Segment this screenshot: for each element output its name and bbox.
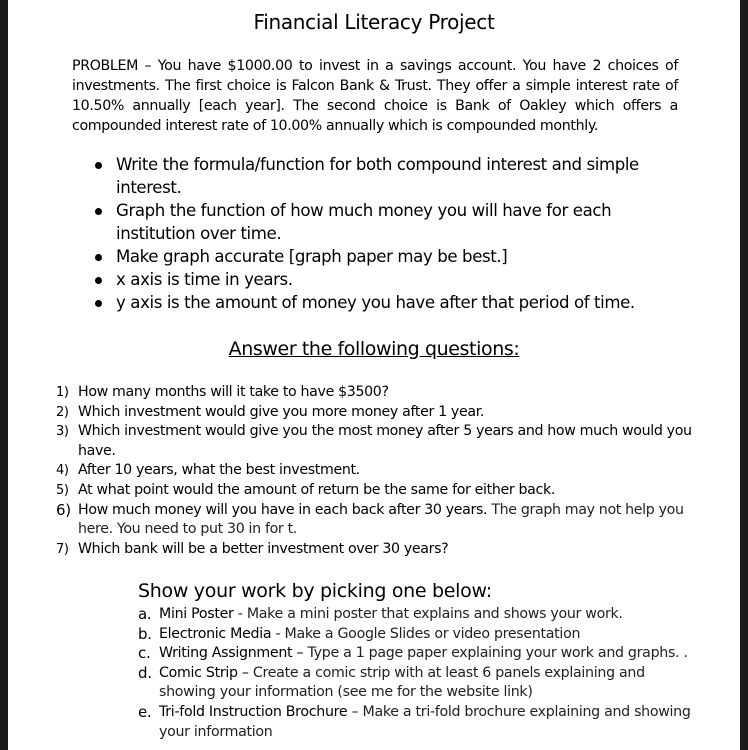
- option-item: [138, 664, 698, 703]
- page-title: Financial Literacy Project: [253, 10, 495, 34]
- bullet-item: Make graph accurate [graph paper may be best.]: [94, 245, 654, 268]
- question-number: 7): [56, 541, 69, 557]
- question-text: Which investment would give you more money after 1 year.: [78, 403, 485, 420]
- option-item: [138, 703, 698, 742]
- question-number: 6): [56, 500, 71, 519]
- bullet-item: Graph the function of how much money you will have for each institution over time.: [94, 199, 654, 245]
- question-number: 1): [56, 385, 69, 400]
- presentation-options-list: [138, 605, 698, 742]
- question-item: [52, 481, 692, 501]
- question-number: 5): [56, 482, 69, 498]
- option-letter: a.: [138, 605, 152, 623]
- question-text: How much money will you have in each back after 30 years.: [78, 501, 488, 518]
- question-number: 3): [56, 424, 69, 440]
- option-letter: c.: [138, 644, 151, 663]
- question-item: [52, 501, 692, 540]
- question-text: After 10 years, what the best investment.: [78, 462, 360, 479]
- question-text: Which bank will be a better investment over 30 years?: [78, 540, 449, 557]
- question-text: At what point would the amount of return be the same for either back.: [78, 481, 556, 498]
- document-page: [8, 0, 740, 750]
- bullet-item: y axis is the amount of money you have after that period of time.: [94, 291, 654, 314]
- option-name: Comic Strip –: [159, 664, 249, 681]
- option-description: - Make a Google Slides or video presentation: [271, 625, 581, 642]
- question-item: [52, 422, 692, 461]
- question-item: [52, 540, 692, 560]
- question-item: [52, 403, 692, 423]
- option-description: - Make a mini poster that explains and shows your work.: [233, 606, 623, 622]
- question-number: 4): [56, 463, 69, 479]
- bullet-item: Write the formula/function for both compound interest and simple interest.: [94, 153, 654, 199]
- option-description: Type a 1 page paper explaining your work and graphs. .: [303, 645, 688, 662]
- question-item: [52, 461, 692, 481]
- bullet-item: x axis is time in years.: [94, 268, 654, 291]
- option-item: [138, 644, 698, 664]
- question-text: Which investment would give you the most money after 5 years and how much would you have.: [78, 423, 692, 459]
- option-name: Tri-fold Instruction Brochure: [159, 703, 348, 720]
- question-text: How many months will it take to have $3500?: [78, 384, 389, 400]
- question-note: The graph may not help you here. You need to put 30 in for t.: [78, 501, 684, 538]
- question-item: [52, 383, 692, 403]
- option-name: Writing Assignment –: [159, 645, 304, 662]
- problem-statement: PROBLEM – You have $1000.00 to invest in a savings account. You have 2 choices of investments. The first choice is Falcon Bank & Trust. They offer a simple interest rate of 10.50% annually [each year]. The second choice is Bank of Oakley which offers a compounded interest rate of 10.00% annually which is compounded monthly.: [72, 58, 678, 134]
- option-item: [138, 605, 698, 625]
- question-number: 2): [56, 404, 69, 420]
- option-name: Electronic Media: [159, 625, 272, 642]
- option-letter: d.: [138, 663, 152, 682]
- show-work-heading: Show your work by picking one below:: [138, 580, 492, 602]
- option-name: Mini Poster: [159, 606, 234, 622]
- option-item: [138, 625, 698, 645]
- option-letter: e.: [138, 702, 152, 721]
- option-letter: b.: [138, 624, 152, 643]
- questions-heading: Answer the following questions:: [228, 338, 520, 360]
- option-description: – Make a tri-fold brochure explaining and showing your information: [159, 703, 691, 740]
- task-bullet-list: [94, 153, 654, 314]
- option-description: Create a comic strip with at least 6 panels explaining and showing your information (see me for the website link): [159, 664, 645, 701]
- question-list: [52, 383, 692, 559]
